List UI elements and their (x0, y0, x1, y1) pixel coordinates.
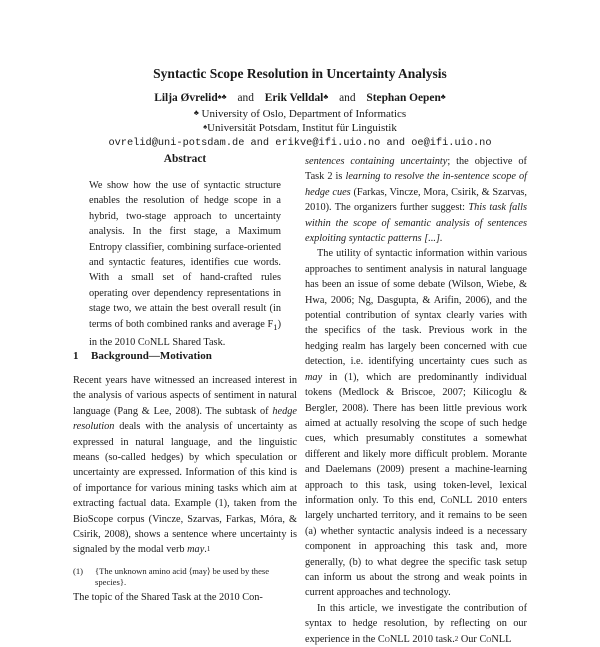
author-name: Stephan Oepen (366, 92, 441, 104)
section-number: 1 (73, 350, 79, 362)
text-run: deals with the analysis of uncertainty as expressed in natural language, and the linguistic means (so-called hedges) by which speculation or uncertainty are expressed. Information of this kind is of importance for various mining tasks which aim at extracting factual data. Example (1), taken from the BioScope corpus (Vincze, Szarvas, Farkas, Móra, & Csirik, 2008), shows a sentence where uncertainty is signaled by the modal verb (73, 421, 297, 556)
paragraph (305, 601, 527, 647)
text-run: Our (458, 633, 480, 645)
emphasis: sentences containing uncertainty (305, 156, 448, 167)
text-run: 2010 task. (409, 633, 455, 645)
text-run: ; the objective of Task 2 is (305, 156, 527, 183)
conll-name: CoNLL (479, 633, 512, 645)
author-marks: ♠♣ (217, 92, 227, 101)
abstract-subscript: 1 (273, 321, 278, 332)
section-title: Background—Motivation (91, 350, 212, 362)
text-run: . (204, 544, 207, 556)
author-name: Erik Velldal (264, 92, 324, 104)
affiliation-text: University of Oslo, Department of Informatics (201, 108, 407, 120)
section-heading (73, 349, 297, 364)
example-number: (1) (73, 566, 84, 576)
author-separator: and (237, 92, 254, 104)
author-marks: ♣ (440, 92, 446, 101)
footnote-mark: 1 (206, 545, 211, 554)
paragraph (73, 373, 297, 558)
text-run: in (1), which are predominantly individual tokens (Medlock & Briscoe, 2007; Kilicoglu & Bergler, 2008). There has been little previous work aimed at actually resolving the scope of such hedge cues, which presumably constitutes a somewhat different and likely more difficult problem. Morante and Daelemans (2009) present a machine-learning approach to this task, using token-level, lexical information only. To this end, (305, 371, 527, 506)
affiliation-mark: ♠ (203, 122, 208, 131)
affiliation-mark: ♣ (193, 108, 199, 117)
author-line (0, 92, 600, 104)
emphasis: hedge resolution (73, 405, 297, 433)
text-run: (Farkas, Vincze, Mora, Csirik, & Szarvas, 2010). The organizers further suggest: (305, 186, 527, 214)
author-separator: and (339, 92, 356, 104)
abstract-body-cont: ) in the 2010 (89, 318, 281, 349)
paragraph (305, 246, 527, 600)
conll-name: CoNLL (440, 494, 473, 506)
author-emails: ovrelid@uni-potsdam.de and erikve@ifi.uio.no and oe@ifi.uio.no (108, 137, 492, 149)
conll-name: CoNLL (377, 633, 410, 645)
abstract-heading: Abstract (163, 153, 207, 165)
abstract-body: We show how the use of syntactic structure enables the resolution of hedge scope in a hybrid, two-stage approach to uncertainty analysis. In the first stage, a Maximum Entropy classifier, combining surface-oriented and syntactic features, identifies cue words. With a small set of hand-crafted rules operating over dependency representations in stage two, we attain the best overall result (in terms of both combined ranks and average F (89, 180, 281, 330)
affiliation (0, 122, 600, 134)
text-run: In this article, we investigate the contribution of syntax to hedge resolution, by reflecting on our experience in the (305, 602, 527, 645)
conll-name: CoNLL (137, 337, 170, 349)
text-run: 2010 enters largely uncharted territory, and it remains to be seen (a) whether syntactic analysis indeed is a necessary component in approaching this task and, more generally, (b) to what degree the specific task setup can inform us about the strong and weak points in current approaches and technology. (305, 494, 527, 599)
abstract-text (89, 178, 281, 351)
affiliation (0, 108, 600, 120)
emphasis: learning to resolve the in-sentence scope of hedge cues (305, 171, 527, 198)
abstract-body-end: Shared Task. (169, 337, 226, 349)
affiliation-text: Universität Potsdam, Institut für Linguistik (207, 122, 397, 134)
section-body-left (73, 373, 297, 558)
left-column-tail: The topic of the Shared Task at the 2010 Con- (73, 592, 263, 603)
author-name: Lilja Øvrelid (154, 92, 218, 104)
paragraph (305, 154, 527, 246)
emphasis: This task falls within the scope of semantic analysis of sentences exploiting syntactic patterns [...]. (305, 202, 527, 245)
emphasis: may (187, 544, 205, 556)
text-run: Recent years have witnessed an increased interest in the analysis of various aspects of sentiment in natural language (Pang & Lee, 2008). The subtask of (73, 375, 297, 417)
text-run: The utility of syntactic information within various approaches to sentiment analysis in natural language has been an issue of some debate (Wilson, Wiebe, & Hwa, 2006; Ng, Dasgupta, & Arifin, 2006), and the potential contribution of syntax clearly varies with the specifics of the task. Previous work in the hedging realm has largely been concerned with cue detection, i.e. identifying uncertainty cues such as (305, 248, 527, 368)
example-text: {The unknown amino acid ⟨may⟩ be used by these species}. (95, 566, 270, 587)
right-column-body (305, 154, 527, 647)
paper-title: Syntactic Scope Resolution in Uncertainty Analysis (153, 66, 447, 81)
emphasis: may (305, 371, 323, 383)
author-marks: ♣ (323, 92, 329, 101)
footnote-mark: 2 (454, 634, 459, 643)
